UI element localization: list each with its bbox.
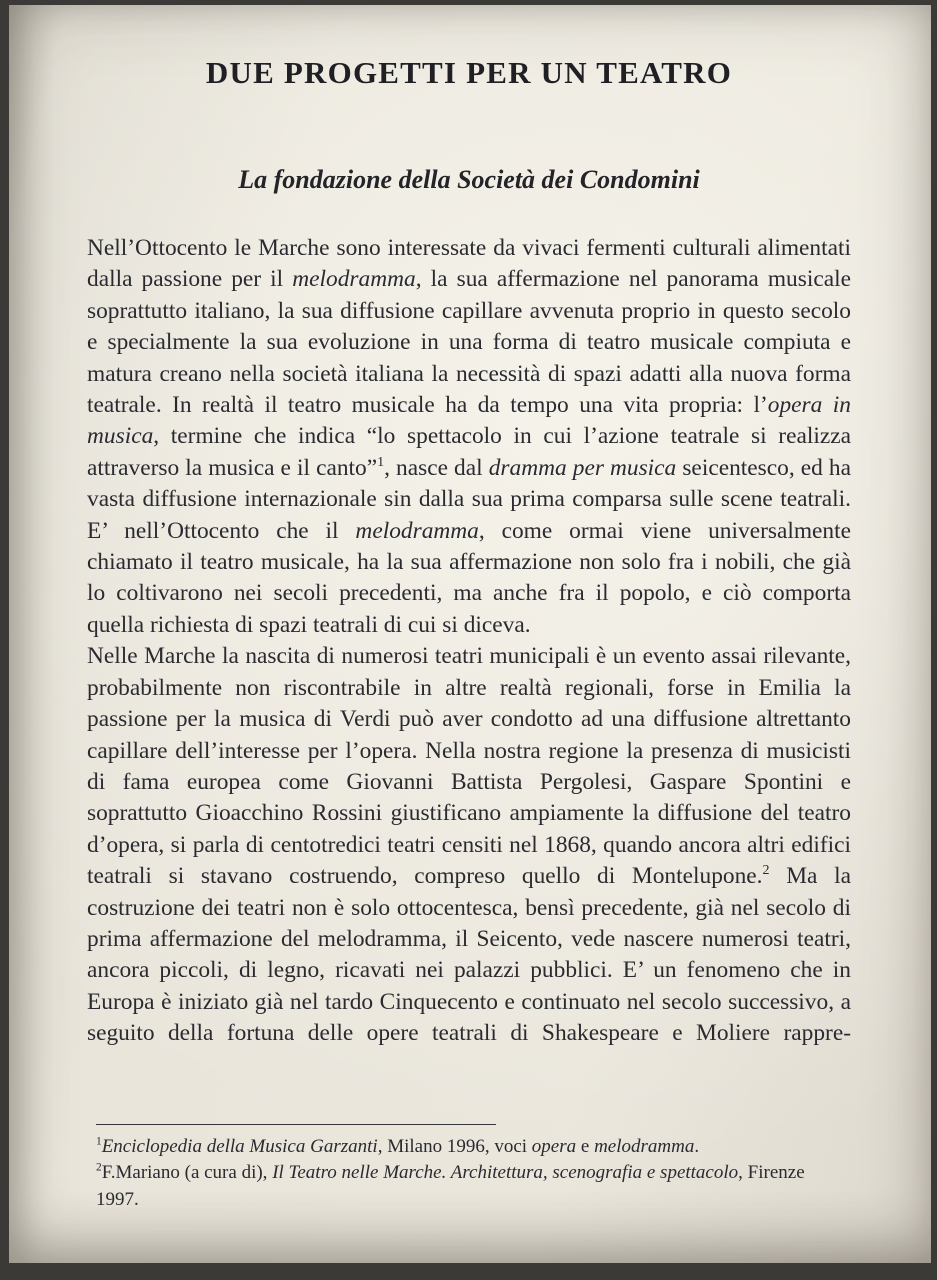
body-paragraph-2: Nelle Marche la nascita di numerosi teatri municipali è un evento assai rilevante, probabilmente non riscontrabile in altre realtà regionali, forse in Emilia la passione per la musica di Verdi può aver condotto ad una diffusione altrettanto capillare dell’interesse per l’opera. Nella nostra regione la presenza di musicisti di fama europea come Giovanni Battista Pergolesi, Gaspare Spontini e soprattutto Gioacchino Rossini giustificano ampiamente la diffusione del teatro d’opera, si parla di centotredici teatri censiti nel 1868, quando ancora altri edifici teatrali si stavano costruendo, compreso quello di Montelupone.$^2$ Ma la costruzione dei teatri non è solo ottocentesca, bensì precedente, già nel secolo di prima affermazione del melodramma, il Seicento, vede nascere numerosi teatri, ancora piccoli, di legno, ricavati nei palazzi pubblici. E’ un fenomeno che in Europa è iniziato già nel tardo Cinquecento e continuato nel secolo successivo, a seguito della fortuna delle opere teatrali di Shakespeare e Moliere rappre- xyxy=(87,643,851,1047)
footnote-2: $^2$F.Mariano (a cura di), Il Teatro nelle Marche. Architettura, scenografia e spettacolo, Firenze 1997. xyxy=(96,1161,805,1210)
footnote-separator xyxy=(96,1124,496,1125)
footnote-1: $^1$Enciclopedia della Musica Garzanti, Milano 1996, voci opera e melodramma. xyxy=(96,1135,700,1157)
section-heading: La fondazione della Società dei Condomini xyxy=(238,165,700,194)
footnotes xyxy=(96,1124,839,1214)
body-text xyxy=(87,233,851,1050)
page-content xyxy=(87,5,851,1050)
body-paragraph-1: Nell’Ottocento le Marche sono interessate da vivaci fermenti culturali alimentati dalla passione per il melodramma, la sua affermazione nel panorama musicale soprattutto italiano, la sua diffusione capillare avvenuta proprio in questo secolo e specialmente la sua evoluzione in una forma di teatro musicale compiuta e matura creano nella società italiana la necessità di spazi adatti alla nuova forma teatrale. In realtà il teatro musicale ha da tempo una vita propria: l’opera in musica, termine che indica “lo spettacolo in cui l’azione teatrale si realizza attraverso la musica e il canto”$^1$, nasce dal dramma per musica seicentesco, ed ha vasta diffusione internazionale sin dalla sua prima comparsa sulle scene teatrali. E’ nell’Ottocento che il melodramma, come ormai viene universalmente chiamato il teatro musicale, ha la sua affermazione non solo fra i nobili, che già lo coltivarono nei secoli precedenti, ma anche fra il popolo, e ciò comporta quella richiesta di spazi teatrali di cui si diceva. xyxy=(87,235,851,638)
page-title: DUE PROGETTI PER UN TEATRO xyxy=(205,55,733,90)
book-page xyxy=(9,5,931,1263)
